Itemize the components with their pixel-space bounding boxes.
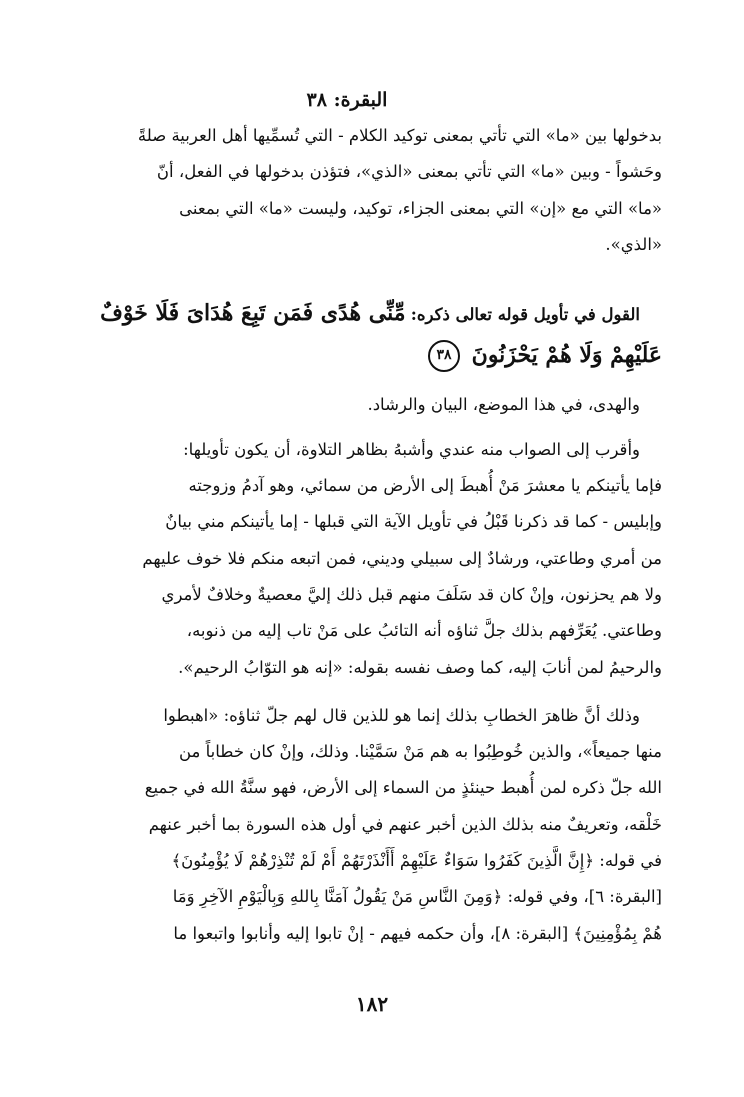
text-line: وطاعتي. يُعَرِّفهم بذلك جلَّ ثناؤه أنه التائبُ على مَنْ تاب إليه من ذنوبه،	[186, 621, 662, 641]
text-line: الله جلّ ذكره لمن أُهبط حينئذٍ من السماء إلى الأرض، فهو سنَّةُ الله في جميع	[144, 778, 662, 798]
text-line: وحَشواً - وبين «ما» التي تأتي بمعنى «الذي»، فتؤذن بدخولها في الفعل، أنّ	[156, 162, 662, 182]
text-line: فإما يأتينكم يا معشرَ مَنْ أُهبطَ إلى الأرض من سمائي، وهو آدمُ وزوجته	[188, 476, 662, 496]
page-number: ١٨٢	[355, 992, 389, 1016]
quran-verse-line-1: مِّنِّى هُدًى فَمَن تَبِعَ هُدَاىَ فَلَا خَوْفٌ	[100, 300, 406, 327]
verse-intro: القول في تأويل قوله تعالى ذكره:	[410, 305, 640, 325]
text-line: «الذي».	[605, 234, 662, 254]
text-line: خَلْقه، وتعريفٌ منه بذلك الذين أخبر عنهم في أول هذه السورة بما أخبر عنهم	[148, 814, 662, 834]
paragraph-explanation	[82, 698, 662, 952]
text-line: [البقرة: ٦]، وفي قوله: ﴿وَمِنَ النَّاسِ مَنْ يَقُولُ آمَنَّا بِاللهِ وَبِالْيَوْمِ الآخِرِ وَمَا	[172, 887, 662, 907]
text-line: في قوله: ﴿إِنَّ الَّذِينَ كَفَرُوا سَوَاءٌ عَلَيْهِمْ أَأَنْذَرْتَهُمْ أَمْ لَمْ تُنْذِرْهُمْ لَا يُؤْمِنُونَ﴾	[171, 851, 662, 871]
paragraph-interpretation	[82, 432, 662, 686]
verse-heading	[82, 295, 662, 377]
text-line: ولا هم يحزنون، وإنْ كان قد سَلَفَ منهم قبل ذلك إليَّ معصيةٌ وخلافٌ لأمري	[161, 584, 662, 604]
text-line: بدخولها بين «ما» التي تأتي بمعنى توكيد الكلام - التي تُسمِّيها أهل العربية صلةً	[137, 126, 662, 145]
paragraph-continuation	[82, 118, 662, 263]
text-line: من أمري وطاعتي، ورشادٌ إلى سبيلي وديني، فمن اتبعه منكم فلا خوف عليهم	[142, 548, 662, 568]
text-line: والرحيمُ لمن أنابَ إليه، كما وصف نفسه بقوله: «إنه هو التوّابُ الرحيم».	[178, 657, 662, 677]
text-line: وإبليس - كما قد ذكرنا قَبْلُ في تأويل الآية التي قبلها - إما يأتينكم مني بيانٌ	[165, 512, 662, 532]
text-line: منها جميعاً»، والذين خُوطِبُوا به هم مَنْ سَمَّيْنا. وذلك، وإنْ كان خطاباً من	[179, 742, 662, 762]
book-page	[82, 82, 662, 1072]
ayah-number-marker: ٣٨	[428, 340, 460, 372]
paragraph-huda: والهدى، في هذا الموضع، البيان والرشاد.	[367, 395, 640, 415]
text-line: وذلك أنَّ ظاهرَ الخطابِ بذلك إنما هو للذين قال لهم جلّ ثناؤه: «اهبطوا	[163, 705, 640, 725]
text-line: «ما» التي مع «إن» التي بمعنى الجزاء، توكيد، وليست «ما» التي بمعنى	[179, 198, 662, 218]
running-header: البقرة: ٣٨	[306, 89, 388, 111]
text-line: وأقرب إلى الصواب منه عندي وأشبهُ بظاهر التلاوة، أن يكون تأويلها:	[183, 439, 640, 459]
text-line: هُمْ بِمُؤْمِنِينَ﴾ [البقرة: ٨]، وأن حكمه فيهم - إنْ تابوا إليه وأنابوا واتبعوا ما	[173, 923, 662, 943]
quran-verse-line-2: عَلَيْهِمْ وَلَا هُمْ يَحْزَنُونَ	[471, 342, 662, 369]
